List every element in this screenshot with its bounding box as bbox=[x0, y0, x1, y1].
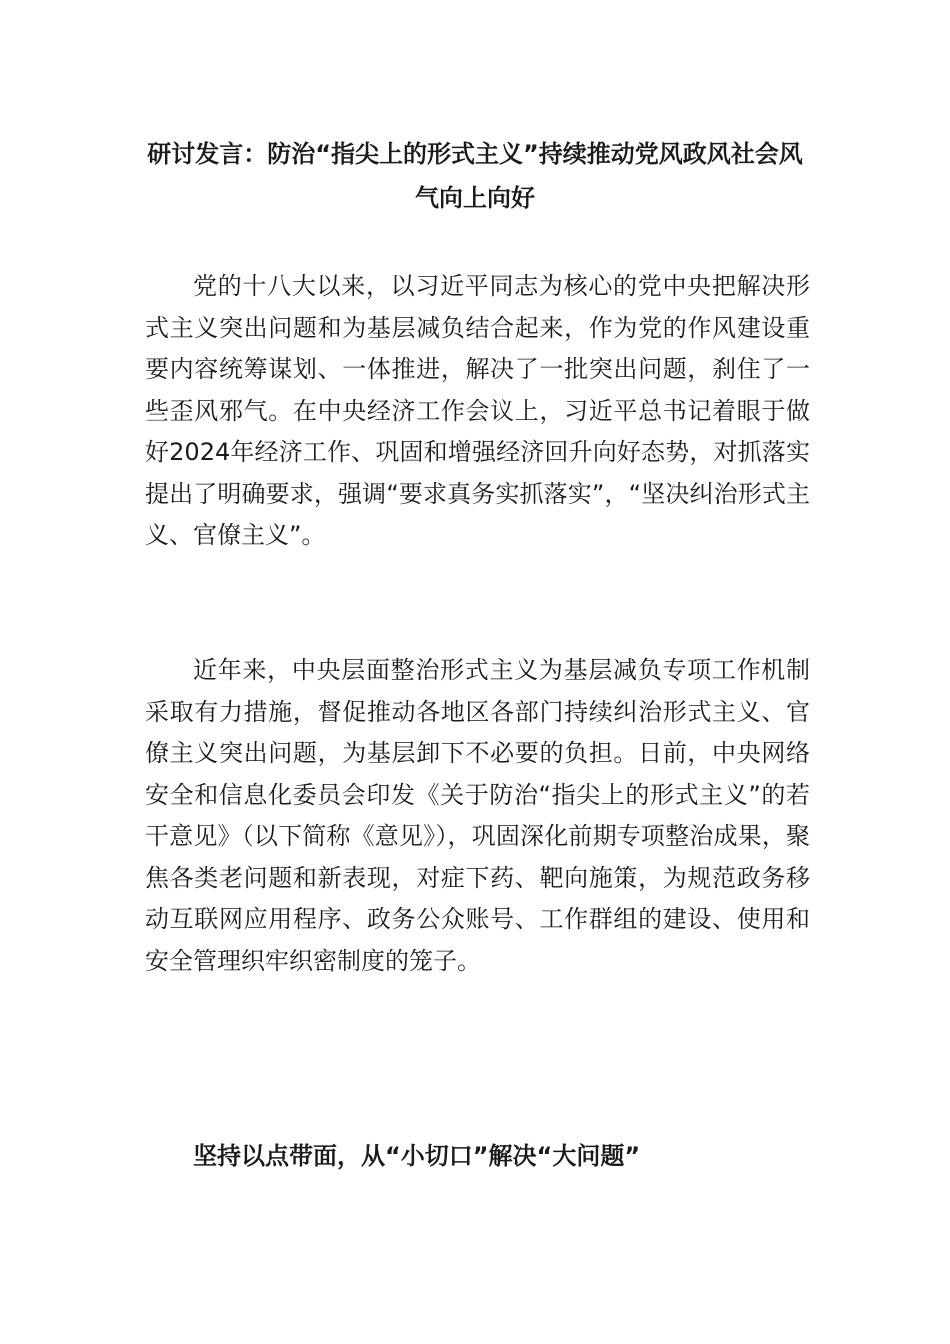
body-paragraph-2: 近年来，中央层面整治形式主义为基层减负专项工作机制采取有力措施，督促推动各地区各部门持续纠治形式主义、官僚主义突出问题，为基层卸下不必要的负担。日前，中央网络安全和信息化委员会印发《关于防治“指尖上的形式主义”的若干意见》（以下简称《意见》），巩固深化前期专项整治成果，聚焦各类老问题和新表现，对症下药、靶向施策，为规范政务移动互联网应用程序、政务公众账号、工作群组的建设、使用和安全管理织牢织密制度的笼子。 bbox=[145, 656, 810, 975]
section-heading: 坚持以点带面，从“小切口”解决“大问题” bbox=[193, 1142, 641, 1170]
body-paragraph-1: 党的十八大以来，以习近平同志为核心的党中央把解决形式主义突出问题和为基层减负结合起来，作为党的作风建设重要内容统筹谋划、一体推进，解决了一批突出问题，刹住了一些歪风邪气。在中央经济工作会议上，习近平总书记着眼于做好2024年经济工作、巩固和增强经济回升向好态势，对抓落实提出了明确要求，强调“要求真务实抓落实”，“坚决纠治形式主义、官僚主义”。 bbox=[145, 272, 810, 549]
page-title: 研讨发言：防治“指尖上的形式主义”持续推动党风政风社会风气向上向好 bbox=[147, 140, 803, 212]
